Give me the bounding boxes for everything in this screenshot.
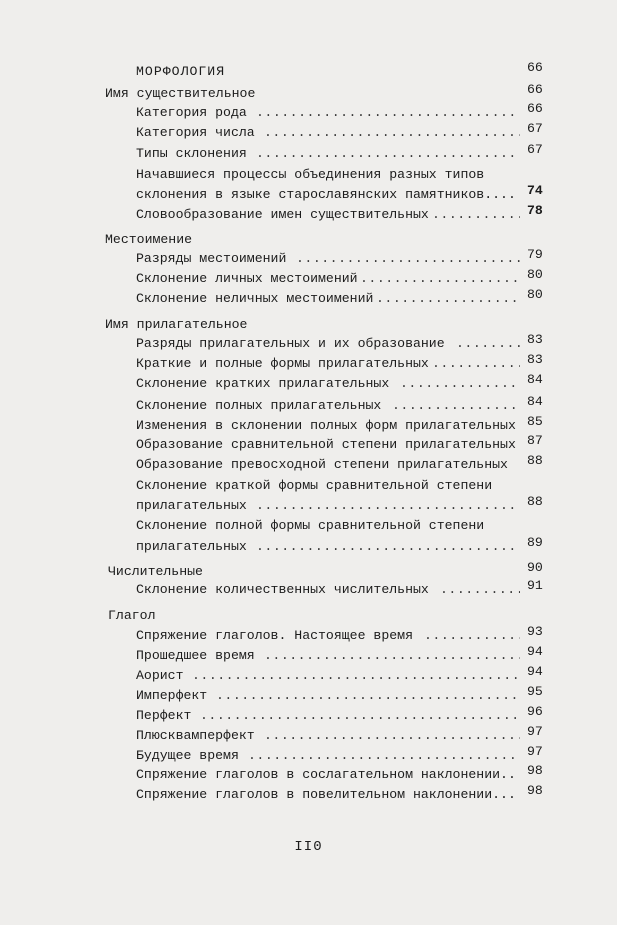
- dot-leader: [296, 250, 520, 268]
- toc-entry-title: Будущее время: [136, 748, 239, 763]
- dot-leader: [256, 497, 520, 515]
- toc-entry-title: Имперфект: [136, 688, 208, 703]
- toc-entry: [0, 433, 617, 454]
- toc-entry: [0, 183, 617, 204]
- part-heading: Имя прилагательное: [105, 317, 248, 332]
- page-ref: 66: [527, 101, 543, 116]
- toc-entry-title: Аорист: [136, 668, 184, 683]
- dot-leader: [256, 538, 520, 556]
- part-heading: Глагол: [108, 608, 156, 623]
- toc-entry-title: Разряды прилагательных и их образование: [136, 336, 445, 351]
- dot-leader: [392, 397, 520, 415]
- toc-entry: [0, 414, 617, 435]
- dot-leader: [440, 581, 520, 599]
- toc-entry-title: Образование превосходной степени прилагательных: [136, 457, 508, 472]
- toc-entry: [0, 578, 617, 599]
- dot-leader: [376, 290, 520, 308]
- toc-entry-title: Изменения в склонении полных форм прилагательных: [136, 418, 516, 433]
- toc-entry-title: Словообразование имен существительных: [136, 207, 429, 222]
- toc-entry-title: Категория рода: [136, 105, 247, 120]
- dot-leader: [400, 375, 520, 393]
- page-ref: 67: [527, 142, 543, 157]
- page-ref: 85: [527, 414, 543, 429]
- toc-entry-title: Спряжение глаголов. Настоящее время: [136, 628, 413, 643]
- toc-entry-title: Прошедшее время: [136, 648, 255, 663]
- page-ref: 98: [527, 763, 543, 778]
- toc-entry-title: Начавшиеся процессы объединения разных типов: [136, 167, 485, 182]
- toc-entry: [0, 624, 617, 645]
- toc-entry: [0, 316, 617, 334]
- toc-entry: [0, 203, 617, 224]
- toc-entry: [0, 494, 617, 515]
- toc-entry: [0, 684, 617, 705]
- page-ref: 80: [527, 267, 543, 282]
- toc-entry-title: Разряды местоимений: [136, 251, 287, 266]
- toc-entry: [0, 372, 617, 393]
- page-ref: 94: [527, 664, 543, 679]
- page-ref: 67: [527, 121, 543, 136]
- toc-entry-title: прилагательных: [136, 498, 247, 513]
- page-ref: 74: [527, 183, 543, 198]
- page-ref: 66: [527, 60, 543, 75]
- toc-entry: [0, 763, 617, 784]
- toc-entry-title: Склонение краткой формы сравнительной степени: [136, 478, 493, 493]
- section-heading: МОРФОЛОГИЯ: [136, 64, 226, 79]
- toc-entry: [0, 101, 617, 122]
- dot-leader: [192, 667, 520, 685]
- toc-entry: [0, 287, 617, 308]
- toc-entry: [0, 560, 617, 581]
- dot-leader: [200, 707, 520, 725]
- page-ref: 97: [527, 724, 543, 739]
- page-ref: 84: [527, 394, 543, 409]
- page-number: II0: [294, 839, 323, 855]
- toc-entry-title: Склонение неличных местоимений: [136, 291, 374, 306]
- dot-leader: [424, 627, 520, 645]
- toc-entry-title: Склонение кратких прилагательных: [136, 376, 390, 391]
- toc-entry: [0, 704, 617, 725]
- dot-leader: [248, 747, 520, 765]
- toc-entry-title: склонения в языке старославянских памятников....: [136, 187, 516, 202]
- part-heading: Имя существительное: [105, 86, 256, 101]
- toc-entry-title: Склонение полных прилагательных: [136, 398, 382, 413]
- dot-leader: [432, 355, 520, 373]
- toc-entry-title: Склонение полной формы сравнительной степени: [136, 518, 485, 533]
- dot-leader: [256, 145, 520, 163]
- toc-entry: [0, 166, 617, 184]
- page-ref: 83: [527, 332, 543, 347]
- toc-entry: [0, 231, 617, 249]
- page-ref: 96: [527, 704, 543, 719]
- page-ref: 78: [527, 203, 543, 218]
- page-ref: 89: [527, 535, 543, 550]
- part-heading: Числительные: [108, 564, 203, 579]
- dot-leader: [360, 270, 520, 288]
- page-ref: 83: [527, 352, 543, 367]
- dot-leader: [432, 206, 520, 224]
- dot-leader: [264, 727, 520, 745]
- toc-entry: [0, 607, 617, 625]
- toc-entry: [0, 82, 617, 103]
- dot-leader: [264, 647, 520, 665]
- toc-entry: [0, 121, 617, 142]
- page-ref: 80: [527, 287, 543, 302]
- toc-entry: [0, 352, 617, 373]
- toc-entry: [0, 142, 617, 163]
- toc-entry: [0, 724, 617, 745]
- toc-entry: [0, 644, 617, 665]
- page-ref: 87: [527, 433, 543, 448]
- page-ref: 66: [527, 82, 543, 97]
- page-ref: 98: [527, 783, 543, 798]
- page-ref: 93: [527, 624, 543, 639]
- toc-entry: [0, 247, 617, 268]
- toc-entry: [0, 664, 617, 685]
- page-ref: 95: [527, 684, 543, 699]
- dot-leader: [456, 335, 520, 353]
- toc-entry-title: Краткие и полные формы прилагательных: [136, 356, 429, 371]
- page-ref: 84: [527, 372, 543, 387]
- toc-entry: [0, 267, 617, 288]
- toc-entry-title: Перфект: [136, 708, 192, 723]
- toc-entry-title: Образование сравнительной степени прилагательных: [136, 437, 516, 452]
- toc-entry: [0, 477, 617, 495]
- page-ref: 90: [527, 560, 543, 575]
- dot-leader: [216, 687, 520, 705]
- toc-entry: [0, 332, 617, 353]
- toc-entry: [0, 535, 617, 556]
- page-ref: 88: [527, 453, 543, 468]
- toc-entry: [0, 394, 617, 415]
- page-ref: 79: [527, 247, 543, 262]
- part-heading: Местоимение: [105, 232, 193, 247]
- page-ref: 97: [527, 744, 543, 759]
- toc-entry-title: Склонение личных местоимений: [136, 271, 358, 286]
- toc-entry-title: Склонение количественных числительных: [136, 582, 429, 597]
- toc-entry: [0, 60, 617, 81]
- dot-leader: [264, 124, 520, 142]
- toc-entry: [0, 517, 617, 535]
- toc-entry: [0, 453, 617, 474]
- toc-entry-title: Типы склонения: [136, 146, 247, 161]
- page-ref: 91: [527, 578, 543, 593]
- toc-entry-title: Категория числа: [136, 125, 255, 140]
- toc-entry-title: Спряжение глаголов в повелительном наклонении...: [136, 787, 516, 802]
- toc-entry-title: прилагательных: [136, 539, 247, 554]
- dot-leader: [256, 104, 520, 122]
- toc-entry-title: Спряжение глаголов в сослагательном наклонении..: [136, 767, 516, 782]
- toc-entry: [0, 744, 617, 765]
- toc-entry: [0, 783, 617, 804]
- page-ref: 88: [527, 494, 543, 509]
- page-ref: 94: [527, 644, 543, 659]
- toc-entry-title: Плюсквамперфект: [136, 728, 255, 743]
